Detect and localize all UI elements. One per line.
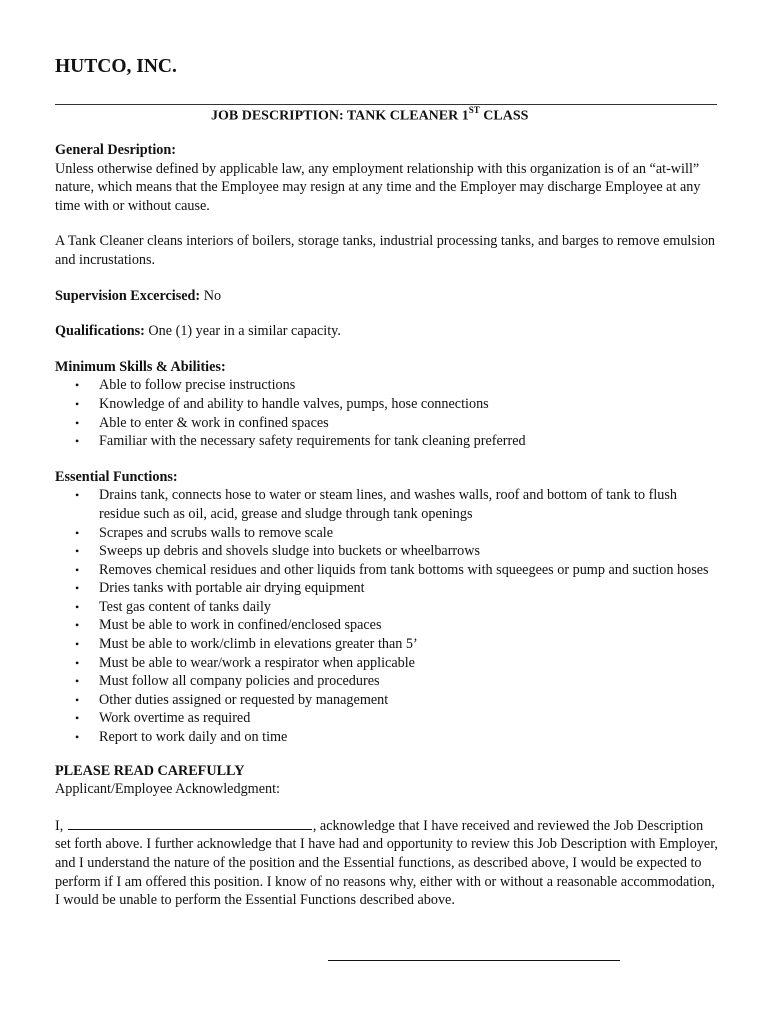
acknowledgment-prefix: I, (55, 817, 67, 834)
functions-list (55, 486, 720, 746)
acknowledgment-body: , acknowledge that I have received and reviewed the Job Description set forth above. I further acknowledge that I have had and opportunity to review this Job Description with Employer, and I understand the nature of the position and the Essential functions, as described above, I would be expected to perform if I am offered this position. I know of no reasons why, either with or without a reasonable accommodation, I would be unable to perform the Essential Functions described above. (55, 817, 718, 909)
acknowledgment-subheading: Applicant/Employee Acknowledgment: (55, 781, 280, 798)
bullet-icon: • (75, 637, 80, 652)
title-main: JOB DESCRIPTION: TANK CLEANER 1 (211, 108, 469, 124)
general-description-heading: General Desription: (55, 142, 176, 158)
list-item-text: Work overtime as required (99, 710, 251, 727)
list-item-text: Must be able to work in confined/enclosed spaces (99, 617, 382, 634)
bullet-icon: • (75, 618, 80, 633)
list-item (55, 654, 720, 673)
list-item (55, 728, 720, 747)
name-blank-field[interactable] (68, 816, 312, 830)
signature-line[interactable] (328, 960, 620, 961)
list-item-text: Other duties assigned or requested by management (99, 691, 389, 708)
list-item (55, 616, 720, 635)
acknowledgment-paragraph (55, 816, 720, 910)
bullet-icon: • (75, 692, 80, 707)
bullet-icon: • (75, 396, 80, 411)
qualifications-label: Qualifications: (55, 323, 145, 340)
list-item-text: Able to follow precise instructions (99, 377, 296, 394)
list-item-text: Removes chemical residues and other liquids from tank bottoms with squeegees or pump and suction hoses (99, 561, 709, 578)
supervision-label: Supervision Excercised: (55, 287, 201, 304)
list-item (55, 635, 720, 654)
list-item (55, 561, 720, 580)
bullet-icon: • (75, 562, 80, 577)
list-item-text: Scrapes and scrubs walls to remove scale (99, 524, 334, 541)
supervision-line (55, 287, 720, 306)
skills-heading: Minimum Skills & Abilities: (55, 358, 226, 375)
list-item (55, 672, 720, 691)
list-item-text: Report to work daily and on time (99, 729, 288, 746)
general-description-paragraph-1: Unless otherwise defined by applicable law, any employment relationship with this organization is of an “at-will” nature, which means that the Employee may resign at any time and the Employer may discharge Employee at any time with or without cause. (55, 160, 701, 214)
title-tail: CLASS (479, 108, 529, 124)
supervision-value: No (200, 287, 222, 304)
list-item-text: Must be able to work/climb in elevations greater than 5’ (99, 636, 418, 653)
list-item (55, 542, 720, 561)
bullet-icon: • (75, 730, 80, 745)
list-item-text: Drains tank, connects hose to water or steam lines, and washes walls, roof and bottom of tank to flush residue such as oil, acid, grease and sludge through tank openings (99, 487, 678, 522)
qualifications-line (55, 322, 720, 341)
list-item (55, 432, 720, 451)
bullet-icon: • (75, 674, 80, 689)
bullet-icon: • (75, 525, 80, 540)
bullet-icon: • (75, 544, 80, 559)
list-item (55, 598, 720, 617)
list-item (55, 414, 720, 433)
list-item (55, 524, 720, 543)
bullet-icon: • (75, 378, 80, 393)
list-item (55, 579, 720, 598)
list-item (55, 376, 720, 395)
list-item (55, 395, 720, 414)
general-description-paragraph-2: A Tank Cleaner cleans interiors of boilers, storage tanks, industrial processing tanks, and barges to remove emulsion and incrustations. (55, 233, 716, 268)
read-carefully-heading: PLEASE READ CAREFULLY (55, 762, 245, 779)
document-body (55, 141, 720, 910)
document-title (211, 106, 528, 125)
bullet-icon: • (75, 434, 80, 449)
list-item (55, 691, 720, 710)
list-item-text: Able to enter & work in confined spaces (99, 414, 329, 431)
list-item-text: Must follow all company policies and procedures (99, 673, 380, 690)
skills-list (55, 376, 720, 450)
bullet-icon: • (75, 415, 80, 430)
company-name: HUTCO, INC. (55, 56, 177, 77)
list-item (55, 709, 720, 728)
list-item-text: Sweeps up debris and shovels sludge into buckets or wheelbarrows (99, 543, 481, 560)
header-divider (55, 104, 717, 105)
bullet-icon: • (75, 599, 80, 614)
qualifications-value: One (1) year in a similar capacity. (144, 323, 341, 340)
functions-heading: Essential Functions: (55, 468, 178, 485)
title-superscript: ST (468, 105, 480, 115)
bullet-icon: • (75, 581, 80, 596)
list-item-text: Dries tanks with portable air drying equipment (99, 580, 365, 597)
list-item-text: Must be able to wear/work a respirator when applicable (99, 654, 415, 671)
list-item-text: Familiar with the necessary safety requirements for tank cleaning preferred (99, 433, 526, 450)
list-item-text: Knowledge of and ability to handle valves, pumps, hose connections (99, 395, 489, 412)
bullet-icon: • (75, 488, 80, 503)
list-item-text: Test gas content of tanks daily (99, 598, 271, 615)
list-item (55, 486, 720, 523)
bullet-icon: • (75, 711, 80, 726)
bullet-icon: • (75, 655, 80, 670)
